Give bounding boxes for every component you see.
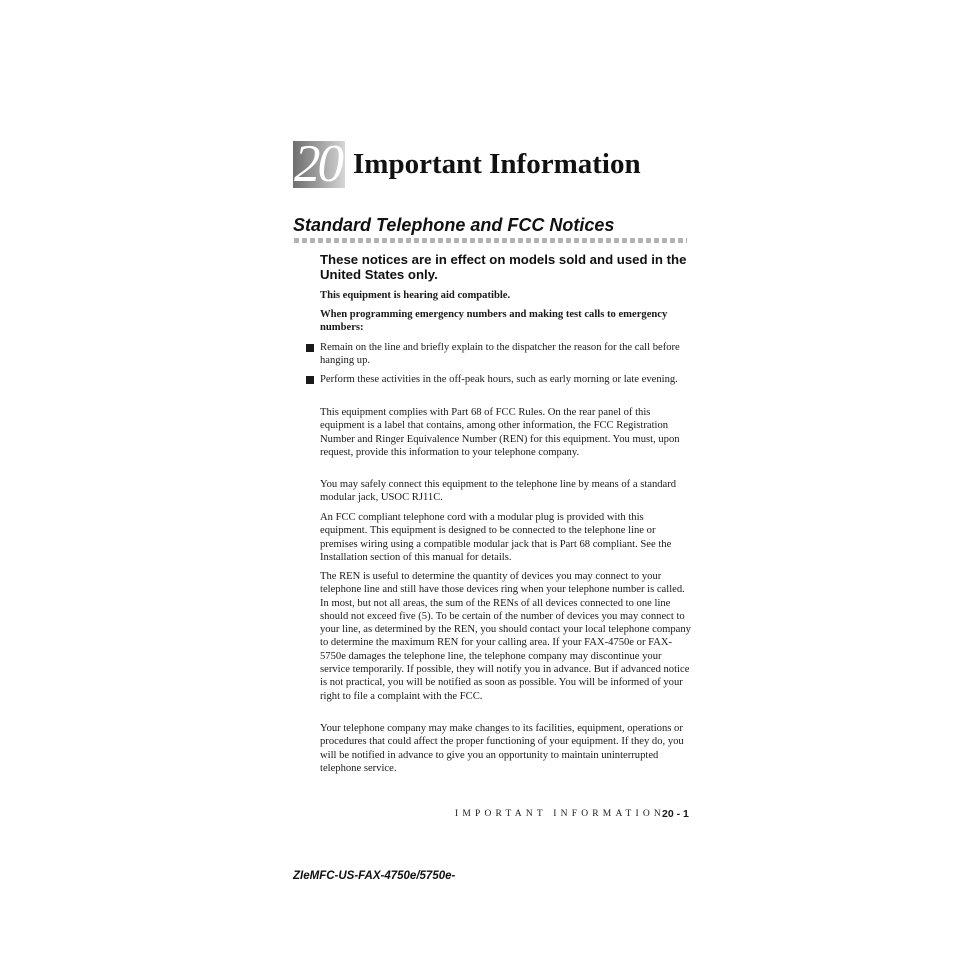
body-paragraph: This equipment complies with Part 68 of FCC Rules. On the rear panel of this equipment is a label that contains, among other information, the FCC Registration Number and Ringer Equivalence Number (REN) for this equipment. You must, upon request, provide this information to your telephone company. <box>320 407 680 458</box>
bullet-marker <box>306 344 314 352</box>
emergency-intro: When programming emergency numbers and making test calls to emergency numbers: <box>320 309 668 334</box>
bullet-item: Perform these activities in the off-peak hours, such as early morning or late evening. <box>320 374 678 385</box>
running-footer-label: IMPORTANT INFORMATION <box>455 809 665 819</box>
bullet-marker <box>306 376 314 384</box>
lead-notice: These notices are in effect on models sold and used in the United States only. <box>320 252 687 282</box>
body-paragraph: You may safely connect this equipment to the telephone line by means of a standard modular jack, USOC RJ11C. <box>320 479 677 504</box>
body-paragraph: The REN is useful to determine the quantity of devices you may connect to your telephone line and still have those devices ring when your telephone number is called. In most, but not all areas, the sum of the RENs of all devices connected to one line should not exceed five (5). To be certain of the number of devices you may connect to your line, as determined by the REN, you should contact your local telephone company to determine the maximum REN for your calling area. If your FAX-4750e or FAX-5750e damages the telephone line, the telephone company may discontinue your service temporarily. If possible, they will notify you in advance. But if advanced notice is not practical, you will be notified as soon as possible. You will be informed of your right to file a complaint with the FCC. <box>320 571 691 702</box>
hearing-aid-note: This equipment is hearing aid compatible. <box>320 290 511 301</box>
section-divider <box>294 238 687 243</box>
body-paragraph: Your telephone company may make changes to its facilities, equipment, operations or procedures that could affect the proper functioning of your equipment. If they do, you will be notified in advance to give you an opportunity to maintain uninterrupted telephone service. <box>320 723 684 774</box>
bullet-item: Remain on the line and briefly explain to the dispatcher the reason for the call before hanging up. <box>320 342 680 367</box>
page-number: 20 - 1 <box>662 808 689 820</box>
chapter-number: 20 <box>294 135 341 193</box>
document-code: ZIeMFC-US-FAX-4750e/5750e- <box>293 870 456 882</box>
chapter-title: Important Information <box>353 148 641 180</box>
section-heading: Standard Telephone and FCC Notices <box>293 215 615 235</box>
body-paragraph: An FCC compliant telephone cord with a modular plug is provided with this equipment. This equipment is designed to be connected to the telephone line or premises wiring using a compatible modular jack that is Part 68 compliant. See the Installation section of this manual for details. <box>320 512 672 563</box>
